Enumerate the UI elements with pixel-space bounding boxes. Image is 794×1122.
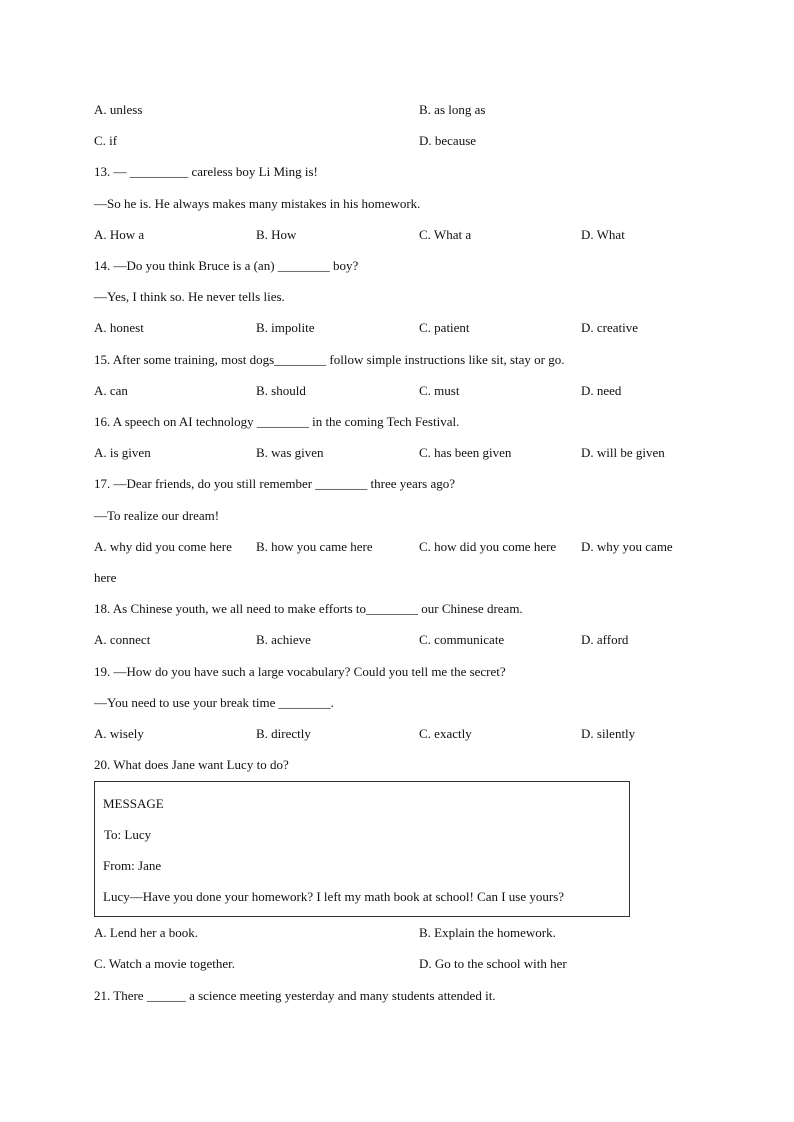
option-d[interactable]: D. will be given (581, 445, 665, 460)
option-a[interactable]: A. connect (94, 632, 151, 647)
question-stem: 14. —Do you think Bruce is a (an) ________ boy? (94, 258, 359, 273)
question-stem: 20. What does Jane want Lucy to do? (94, 757, 289, 772)
option-c[interactable]: C. must (419, 383, 460, 398)
option-d[interactable]: D. need (581, 383, 622, 398)
option-d[interactable]: D. Go to the school with her (419, 956, 567, 971)
option-a[interactable]: A. Lend her a book. (94, 925, 198, 940)
option-b[interactable]: B. achieve (256, 632, 311, 647)
question-stem: 18. As Chinese youth, we all need to make efforts to________ our Chinese dream. (94, 601, 523, 616)
question-stem: 17. —Dear friends, do you still remember ________ three years ago? (94, 476, 456, 491)
option-c[interactable]: C. if (94, 133, 118, 148)
question-reply: —To realize our dream! (94, 508, 220, 523)
option-a[interactable]: A. why did you come here (94, 539, 232, 554)
option-d[interactable]: D. creative (581, 320, 639, 335)
option-b[interactable]: B. impolite (256, 320, 315, 335)
message-to: To: Lucy (104, 827, 152, 842)
option-c[interactable]: C. Watch a movie together. (94, 956, 235, 971)
option-d[interactable]: D. silently (581, 726, 636, 741)
option-b[interactable]: B. directly (256, 726, 311, 741)
option-c[interactable]: C. exactly (419, 726, 472, 741)
question-stem: 13. — _________ careless boy Li Ming is! (94, 164, 318, 179)
message-from: From: Jane (103, 858, 162, 873)
option-a[interactable]: A. honest (94, 320, 144, 335)
option-c[interactable]: C. has been given (419, 445, 512, 460)
option-b[interactable]: B. was given (256, 445, 324, 460)
option-d[interactable]: D. afford (581, 632, 629, 647)
option-b[interactable]: B. Explain the homework. (419, 925, 556, 940)
option-a[interactable]: A. wisely (94, 726, 144, 741)
message-body: Lucy—Have you done your homework? I left my math book at school! Can I use yours? (103, 889, 565, 904)
question-stem: 19. —How do you have such a large vocabulary? Could you tell me the secret? (94, 664, 506, 679)
option-a[interactable]: A. unless (94, 102, 143, 117)
option-d[interactable]: D. why you came (581, 539, 673, 554)
question-reply: —You need to use your break time ________. (94, 695, 334, 710)
option-c[interactable]: C. patient (419, 320, 470, 335)
option-d-wrap: here (94, 570, 117, 585)
option-d[interactable]: D. because (419, 133, 477, 148)
option-a[interactable]: A. How a (94, 227, 145, 242)
question-reply: —Yes, I think so. He never tells lies. (94, 289, 285, 304)
option-c[interactable]: C. What a (419, 227, 472, 242)
option-b[interactable]: B. should (256, 383, 306, 398)
option-a[interactable]: A. can (94, 383, 128, 398)
option-b[interactable]: B. How (256, 227, 297, 242)
question-stem: 21. There ______ a science meeting yesterday and many students attended it. (94, 988, 496, 1003)
option-b[interactable]: B. as long as (419, 102, 486, 117)
question-stem: 15. After some training, most dogs________ follow simple instructions like sit, stay or go. (94, 352, 565, 367)
message-title: MESSAGE (103, 796, 164, 811)
message-box (94, 781, 630, 917)
option-c[interactable]: C. how did you come here (419, 539, 557, 554)
option-c[interactable]: C. communicate (419, 632, 505, 647)
option-b[interactable]: B. how you came here (256, 539, 373, 554)
option-d[interactable]: D. What (581, 227, 625, 242)
question-stem: 16. A speech on AI technology ________ in the coming Tech Festival. (94, 414, 460, 429)
question-reply: —So he is. He always makes many mistakes in his homework. (94, 196, 421, 211)
option-a[interactable]: A. is given (94, 445, 151, 460)
